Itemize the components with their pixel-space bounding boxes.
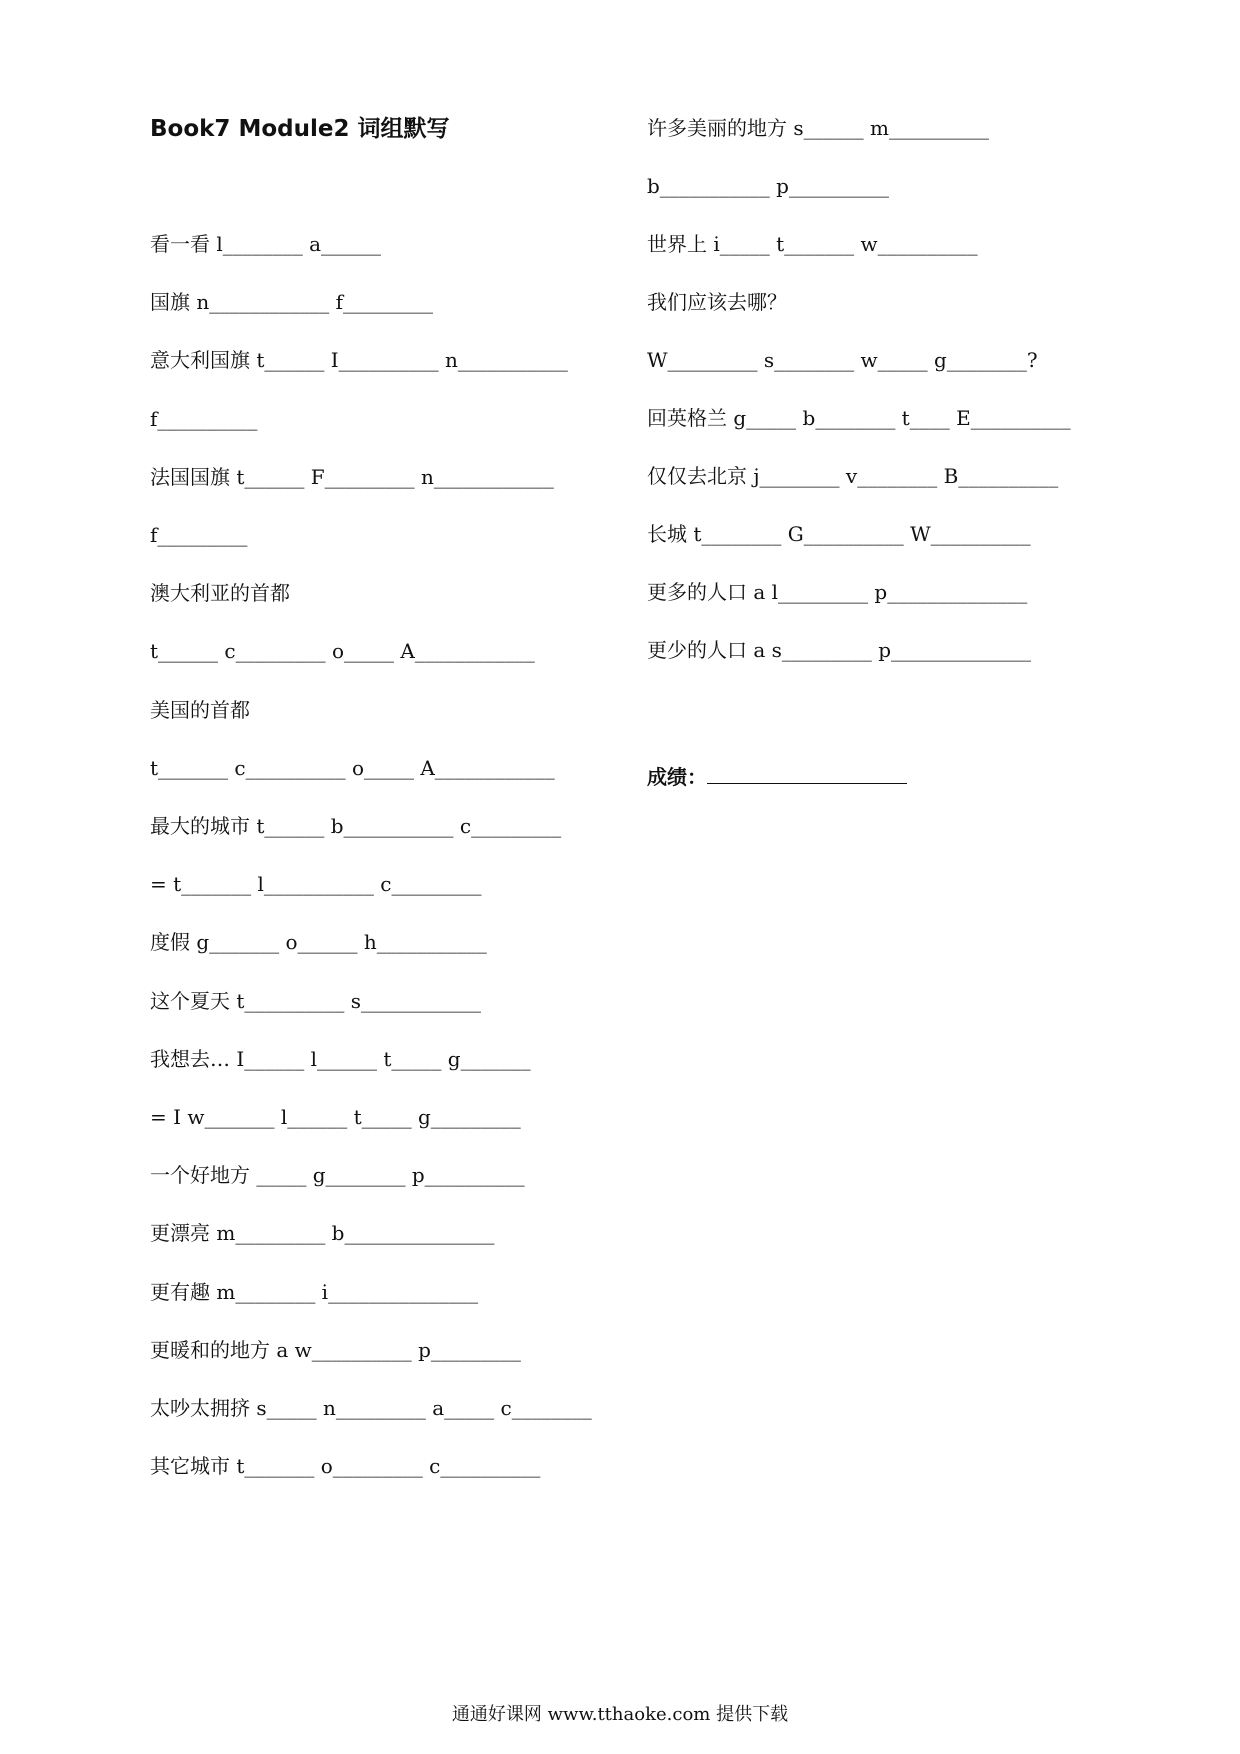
- worksheet-line: 回英格兰 g_____ b________ t____ E__________: [647, 406, 1071, 430]
- worksheet-line: 长城 t________ G__________ W__________: [647, 522, 1031, 546]
- score-field: [647, 761, 907, 790]
- page-title: Book7 Module2 词组默写: [150, 116, 450, 142]
- worksheet-line: 世界上 i_____ t_______ w__________: [647, 232, 978, 256]
- worksheet-line: 太吵太拥挤 s_____ n_________ a_____ c________: [150, 1396, 592, 1420]
- worksheet-line: = t_______ l___________ c_________: [150, 872, 482, 897]
- worksheet-line: 一个好地方 _____ g________ p__________: [150, 1163, 525, 1188]
- worksheet-line: 国旗 n____________ f_________: [150, 290, 433, 315]
- worksheet-line: 这个夏天 t__________ s____________: [150, 988, 482, 1013]
- worksheet-line: = I w_______ l______ t_____ g_________: [150, 1105, 521, 1129]
- worksheet-line: 更多的人口 a l_________ p______________: [647, 580, 1028, 604]
- score-label: 成绩：: [647, 765, 707, 789]
- worksheet-line: f_________: [150, 523, 248, 547]
- worksheet-line: 更少的人口 a s_________ p______________: [647, 638, 1032, 662]
- worksheet-line: 仅仅去北京 j________ v________ B__________: [647, 464, 1059, 488]
- worksheet-line: 最大的城市 t______ b___________ c_________: [150, 814, 562, 838]
- worksheet-line: 更漂亮 m_________ b_______________: [150, 1221, 495, 1246]
- worksheet-line: t_______ c__________ o_____ A____________: [150, 755, 555, 780]
- worksheet-line: 法国国旗 t______ F_________ n____________: [150, 464, 554, 489]
- score-blank[interactable]: [707, 763, 907, 784]
- worksheet-line: 澳大利亚的首都: [150, 581, 290, 606]
- worksheet-line: b___________ p__________: [647, 174, 889, 198]
- worksheet-line: 更暖和的地方 a w__________ p_________: [150, 1337, 521, 1362]
- worksheet-line: 更有趣 m________ i_______________: [150, 1279, 479, 1304]
- worksheet-line: 许多美丽的地方 s______ m__________: [647, 116, 989, 140]
- worksheet-line: f__________: [150, 406, 258, 431]
- worksheet-line: 我们应该去哪？: [647, 290, 787, 314]
- worksheet-line: 我想去… I______ l______ t_____ g_______: [150, 1046, 531, 1071]
- footer: 通通好课网 www.tthaoke.com 提供下载: [451, 1704, 789, 1725]
- worksheet-line: 意大利国旗 t______ I__________ n___________: [150, 348, 568, 373]
- worksheet-line: 其它城市 t_______ o_________ c__________: [150, 1454, 541, 1479]
- worksheet-line: 看一看 l________ a______: [150, 232, 382, 256]
- worksheet-line: W_________ s________ w_____ g________?: [647, 348, 1038, 372]
- worksheet-line: 度假 g_______ o______ h___________: [150, 930, 487, 955]
- worksheet-line: 美国的首都: [150, 697, 250, 722]
- worksheet-line: t______ c_________ o_____ A____________: [150, 639, 535, 664]
